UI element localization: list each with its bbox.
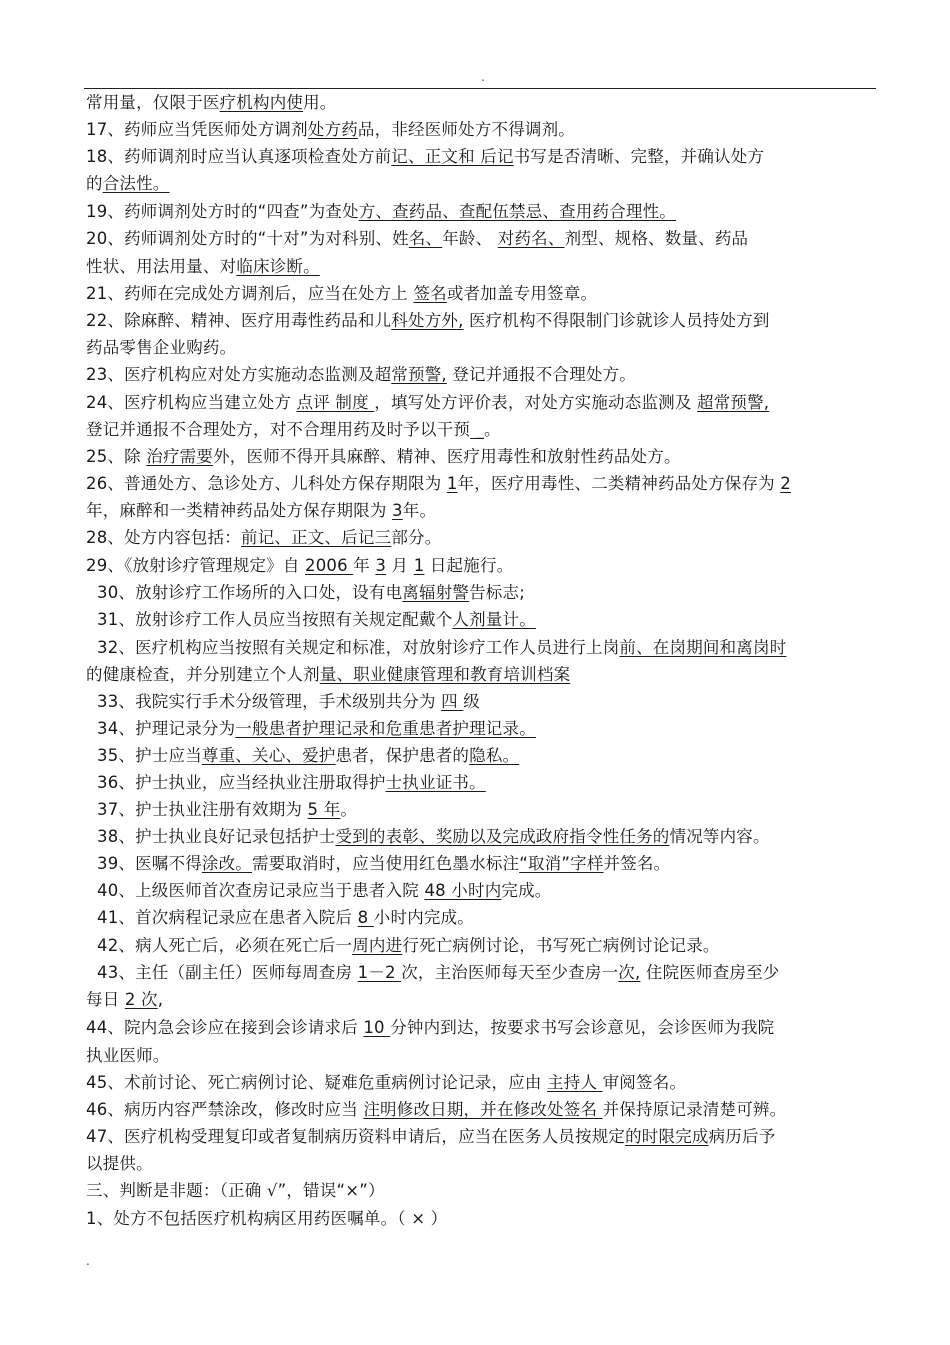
text-segment: 33、我院实行手术分级管理，手术级别共分为: [97, 692, 442, 711]
text-segment: 医疗机构不得限制门诊就诊人员持处方到: [463, 311, 770, 330]
text-line: [86, 473, 791, 495]
answer-blank: 1－2: [357, 963, 402, 982]
answer-blank: 对药名、: [497, 229, 565, 248]
text-segment: 或者加盖专用签章。: [446, 284, 598, 303]
answer-blank: 名、: [408, 229, 443, 248]
text-segment: 完成。: [501, 881, 552, 900]
text-line: [86, 364, 636, 386]
answer-blank: 超常预警,: [697, 393, 770, 412]
text-segment: 37、护士执业注册有效期为: [97, 800, 308, 819]
text-line: [86, 1017, 774, 1039]
text-segment: 部分。: [391, 528, 442, 547]
text-segment: 41、首次病程记录应在患者入院后: [97, 908, 358, 927]
text-line: [86, 500, 436, 522]
answer-blank: 科处方外,: [391, 311, 464, 330]
answer-blank: 5 年: [307, 800, 341, 819]
text-line: [86, 664, 570, 686]
text-segment: 品，非经医师处方不得调剂。: [357, 120, 576, 139]
text-segment: 18、药师调剂时应当认真逐项检查处方前: [86, 147, 392, 166]
text-line: [86, 527, 441, 549]
answer-blank: 前记、正文、后记三: [241, 528, 392, 547]
text-segment: 常用量，仅限于医: [86, 93, 220, 112]
text-segment: 28、处方内容包括：: [86, 528, 241, 547]
text-segment: 45、术前讨论、死亡病例讨论、疑难危重病例讨论记录，应由: [86, 1073, 548, 1092]
text-segment: 住院医师查房至少: [640, 963, 780, 982]
answer-blank: 8: [357, 908, 374, 927]
text-line: [97, 907, 474, 929]
text-segment: 20、药师调剂处方时的“十对”为对科别、姓: [86, 229, 409, 248]
answer-blank: 2 次: [124, 990, 158, 1009]
text-line: [97, 935, 720, 957]
text-segment: 29、《放射诊疗管理规定》自: [86, 556, 305, 575]
text-segment: 并保持原记录清楚可辨。: [602, 1100, 787, 1119]
answer-blank: 点评 制度: [296, 393, 375, 412]
text-line: [97, 582, 525, 604]
text-segment: 行死亡病例讨论，书写死亡病例讨论记录。: [402, 936, 720, 955]
text-line: [86, 146, 764, 168]
text-segment: 43、主任（副主任）医师每周查房: [97, 963, 358, 982]
text-line: [97, 853, 670, 875]
text-segment: 35、护士应当: [97, 746, 202, 765]
answer-blank: 隐私。: [469, 746, 520, 765]
answer-blank: 方、查药品、查配伍禁忌、查用药合理性。: [358, 202, 677, 221]
text-segment: 32、医疗机构应当按照有关规定和标准，对放射诊疗工作人员进行上岗: [97, 638, 620, 657]
text-segment: 31、放射诊疗工作人员应当按照有关规定配戴个: [97, 610, 453, 629]
text-segment: 每日: [86, 990, 125, 1009]
text-line: [86, 228, 748, 250]
text-segment: 病历后予: [708, 1127, 776, 1146]
text-segment: 级: [463, 692, 480, 711]
text-segment: 年。: [402, 501, 437, 520]
text-segment: 26、普通处方、急诊处方、儿科处方保存期限为: [86, 474, 447, 493]
text-segment: 46、病历内容严禁涂改，修改时应当: [86, 1100, 364, 1119]
text-line: [97, 880, 552, 902]
text-segment: 36、护士执业，应当经执业注册取得护: [97, 773, 386, 792]
answer-blank: 周内进: [352, 936, 403, 955]
answer-blank: 尊重、关心、爱护: [201, 746, 336, 765]
answer-blank: 3: [392, 501, 403, 520]
text-segment: 登记并通报不合理处方，对不合理用药及时予以干预: [86, 420, 471, 439]
text-line: [86, 337, 236, 359]
text-segment: 24、医疗机构应当建立处方: [86, 393, 297, 412]
answer-blank: 后记: [480, 147, 514, 166]
answer-blank: 量、职业健康管理和教育培训档案: [319, 665, 571, 684]
text-line: [86, 419, 501, 441]
text-segment: 外，医师不得开具麻醉、精神、医疗用毒性和放射性药品处方。: [213, 447, 681, 466]
text-segment: 次，主治医师每天至少查房一: [401, 963, 619, 982]
text-line: [97, 691, 480, 713]
text-segment: 19、药师调剂处方时的“四查”为查处: [86, 202, 359, 221]
text-segment: 40、上级医师首次查房记录应当于患者入院: [97, 881, 425, 900]
text-segment: 39、医嘱不得: [97, 854, 202, 873]
text-line: [86, 446, 681, 468]
answer-blank: 1: [413, 556, 425, 575]
text-segment: 年龄、: [442, 229, 498, 248]
answer-blank: 2006: [305, 556, 354, 575]
text-line: [86, 1072, 686, 1094]
answer-blank: 3: [375, 556, 387, 575]
text-segment: ,: [157, 990, 164, 1009]
text-segment: 38、护士执业良好记录包括护士: [97, 827, 336, 846]
text-line: [97, 637, 786, 659]
text-line: [97, 745, 519, 767]
answer-blank: 四: [441, 692, 464, 711]
text-line: [86, 92, 337, 114]
text-segment: 剂型、规格、数量、药品: [564, 229, 749, 248]
text-line: [97, 826, 770, 848]
text-segment: 的: [86, 174, 103, 193]
text-segment: 分钟内到达，按要求书写会诊意见，会诊医师为我院: [390, 1018, 775, 1037]
answer-blank: 次,: [618, 963, 641, 982]
text-segment: 的健康检查，并分别建立个人剂: [86, 665, 320, 684]
text-segment: 1、处方不包括医疗机构病区用药医嘱单。（ × ）: [86, 1209, 448, 1228]
text-segment: 患者，保护患者的: [335, 746, 470, 765]
answer-blank: 签名: [413, 284, 447, 303]
text-segment: _。: [475, 420, 501, 439]
text-line: [86, 310, 770, 332]
text-line: [97, 609, 536, 631]
text-line: [86, 1126, 775, 1148]
text-segment: ，填写处方评价表，对处方实施动态监测及: [374, 393, 697, 412]
text-segment: 登记并通报不合理处方。: [446, 365, 636, 384]
text-segment: 21、药师在完成处方调剂后，应当在处方上: [86, 284, 414, 303]
text-segment: 用。: [303, 93, 337, 112]
text-segment: 。: [340, 800, 358, 819]
text-line: [86, 1180, 385, 1202]
answer-blank: 疗机构内使: [219, 93, 304, 112]
text-segment: 年，医疗用毒性、二类精神药品处方保存为: [457, 474, 781, 493]
text-segment: 年: [353, 556, 376, 575]
answer-blank: 48 小时内: [424, 881, 502, 900]
answer-blank: 1: [446, 474, 458, 493]
answer-blank: 10: [363, 1018, 391, 1037]
text-segment: 23、医疗机构应对处方实施动态监测及超: [86, 365, 392, 384]
text-segment: 性状、用法用量、对: [86, 257, 237, 276]
text-line: [86, 283, 597, 305]
answer-blank: 记、正文和: [391, 147, 481, 166]
text-line: [86, 173, 170, 195]
answer-blank: 一般患者护理记录和危重患者护理记录。: [235, 719, 536, 738]
answer-blank: 受到的表彰、奖励以及完成政府指令性任务的: [335, 827, 670, 846]
text-line: [97, 772, 486, 794]
answer-blank: 离辐射警: [402, 583, 470, 602]
text-segment: 需要取消时，应当使用红色墨水标注: [252, 854, 520, 873]
text-line: [97, 718, 536, 740]
answer-blank: 的时限完成: [625, 1127, 709, 1146]
answer-blank: 注明修改日期，并在修改处签名: [363, 1100, 603, 1119]
text-line: [86, 392, 769, 414]
answer-blank: 合法性。: [102, 174, 170, 193]
text-segment: 17、药师应当凭医师处方调剂: [86, 120, 308, 139]
text-segment: 书写是否清晰、完整，并确认处方: [513, 147, 765, 166]
answer-blank: 临床诊断。: [236, 257, 320, 276]
text-line: [86, 1099, 786, 1121]
text-segment: 22、除麻醉、精神、医疗用毒性药品和儿: [86, 311, 392, 330]
answer-blank: 涂改。: [201, 854, 253, 873]
text-line: [86, 1153, 153, 1175]
header-mark: .: [481, 70, 485, 84]
text-segment: 告标志;: [469, 583, 525, 602]
text-segment: 小时内完成。: [373, 908, 474, 927]
text-line: [86, 119, 575, 141]
text-segment: 月: [386, 556, 414, 575]
text-segment: 审阅签名。: [602, 1073, 687, 1092]
text-line: [86, 989, 163, 1011]
text-segment: 30、放射诊疗工作场所的入口处，设有电: [97, 583, 403, 602]
answer-blank: 2: [780, 474, 791, 493]
text-line: [97, 799, 357, 821]
text-segment: 47、医疗机构受理复印或者复制病历资料申请后，应当在医务人员按规定: [86, 1127, 626, 1146]
text-segment: 34、护理记录分为: [97, 719, 236, 738]
answer-blank: 士执业证书。: [385, 773, 486, 792]
text-segment: 情况等内容。: [669, 827, 770, 846]
text-line: [86, 256, 320, 278]
answer-blank: 治疗需要: [146, 447, 214, 466]
answer-blank: 主持人: [547, 1073, 603, 1092]
text-segment: 三、判断是非题：（正确 √”，错误“×”）: [86, 1181, 385, 1200]
text-segment: 年，麻醉和一类精神药品处方保存期限为: [86, 501, 393, 520]
text-segment: 42、病人死亡后，必须在死亡后一: [97, 936, 353, 955]
text-line: [86, 201, 676, 223]
text-segment: 25、除: [86, 447, 147, 466]
text-segment: 并签名。: [603, 854, 671, 873]
answer-blank: 前、在岗期间和离岗时: [619, 638, 787, 657]
text-segment: 执业医师。: [86, 1046, 170, 1065]
text-line: [86, 1045, 170, 1067]
answer-blank: 人剂量计。: [452, 610, 536, 629]
text-segment: 日起施行。: [424, 556, 514, 575]
text-segment: 药品零售企业购药。: [86, 338, 237, 357]
answer-blank: “取消”字样: [519, 854, 604, 873]
answer-blank: 处方药: [307, 120, 358, 139]
text-segment: 44、院内急会诊应在接到会诊请求后: [86, 1018, 364, 1037]
footer-mark: .: [86, 1254, 90, 1268]
text-line: [97, 962, 780, 984]
text-segment: 以提供。: [86, 1154, 153, 1173]
text-line: [86, 555, 513, 577]
answer-blank: 常预警,: [391, 365, 447, 384]
text-line: [86, 1208, 447, 1230]
